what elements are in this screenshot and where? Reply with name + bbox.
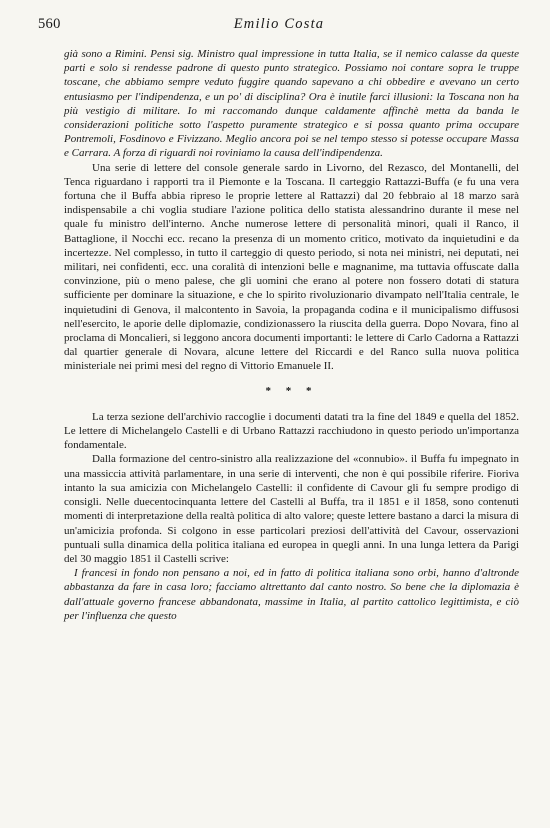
page-body — [64, 47, 519, 623]
paragraph-castelli: Dalla formazione del centro-sinistro alla realizzazione del «connubio». il Buffa fu impegnato in una massiccia attività parlamentare, in una serie di interventi, che non è qui possibile riferire. Fioriva intanto la sua amicizia con Michelangelo Castelli: il confidente di Cavour gli fu sempre prodigo di consigli. Nelle duecentocinquanta lettere del Castelli al Buffa, tra il 1851 e il 1858, sono contenuti momenti di interpretazione della realtà politica di alto valore; queste lettere bastano a darci la misura di un'amicizia profonda. Si colgono in esse particolari preziosi dell'attività del Cavour, osservazioni puntuali sulla dinamica della politica italiana ed europea in quegli anni. In una lunga lettera da Parigi del 30 maggio 1851 il Castelli scrive: — [64, 453, 519, 565]
quoted-letter-continuation: già sono a Rimini. Pensi sig. Ministro qual impressione in tutta Italia, se il nemico calasse da queste parti e solo si rendesse padrone di questo punto strategico. Possiamo noi contare sopra le truppe toscane, che abbiamo sempre veduto fuggire quando sapevano a chi obbedire e avevano un certo entusiasmo per l'indipendenza, e un po' di disciplina? Ora è inutile farci illusioni: la Toscana non ha più vestigio di militare. Io mi raccomando dunque caldamente affinchè metta da banda le considerazioni politiche sotto l'aspetto puramente strategico e si possa quanto prima occupare Pontremoli, Fosdinovo e Fivizzano. Meglio ancora poi se nel tempo stesso si potesse occupare Massa e Carrara. A forza di riguardi noi roviniamo la causa dell'indipendenza. — [64, 48, 519, 160]
running-head: Emilio Costa — [233, 16, 325, 32]
section-separator: * * * — [265, 384, 318, 397]
quoted-letter-castelli: I francesi in fondo non pensano a noi, ed in fatto di politica italiana sono orbi, hanno d'altronde abbastanza da fare in casa loro; facciamo altrettanto dal canto nostro. So bene che la diplomazia è dall'attuale governo francese abbandonata, massime in Italia, al partito cattolico legittimista, e ciò per l'influenza che questo — [64, 567, 519, 622]
page-number: 560 — [38, 16, 61, 32]
paragraph-rattazzi-buffa: Una serie di lettere del console generale sardo in Livorno, del Rezasco, del Montanelli, del Tenca riguardano i rapporti tra il Piemonte e la Toscana. Il carteggio Rattazzi-Buffa (e fu una vera fortuna che il Buffa abbia ripreso le proprie lettere al Rattazzi) dal 20 febbraio al 18 marzo sarà indispensabile a chi voglia studiare l'azione politica dello statista alessandrino durante il mese nel quale fu ministro dell'interno. Anche numerose lettere di personalità minori, quali il Ranco, il Battaglione, il Nocchi ecc. recano la presenza di un momento critico, motivato da inquietudini e da incertezze. Nel complesso, in tutto il carteggio di questo periodo, si nota nei ministri, nei deputati, nei militari, nei confidenti, ecc. una coralità di intenzioni belle e magnanime, ma tuttavia offuscate dalla convinzione, più o meno palese, che gli uomini che erano al potere non fossero dotati di statura sufficiente per dominare la situazione, e che lo spirito rivoluzionario divampato nell'Italia centrale, le inquietudini di Genova, il malcontento in Savoia, la propaganda codina e il municipalismo diffusosi nell'esercito, le aporie delle diplomazie, condizionassero la riuscita della guerra. Dopo Novara, fino al proclama di Moncalieri, si leggono ancora documenti importanti: le lettere di Carlo Cadorna a Rattazzi dal quartier generale di Novara, alcune lettere del Riccardi e del Ranco sulla nuova politica ministeriale nei primi mesi del regno di Vittorio Emanuele II. — [64, 161, 519, 373]
page-header — [38, 16, 520, 36]
paragraph-third-section: La terza sezione dell'archivio raccoglie i documenti datati tra la fine del 1849 e quella del 1852. Le lettere di Michelangelo Castelli e di Urbano Rattazzi racchiudono in questo periodo un'importanza fondamentale. — [64, 410, 519, 452]
